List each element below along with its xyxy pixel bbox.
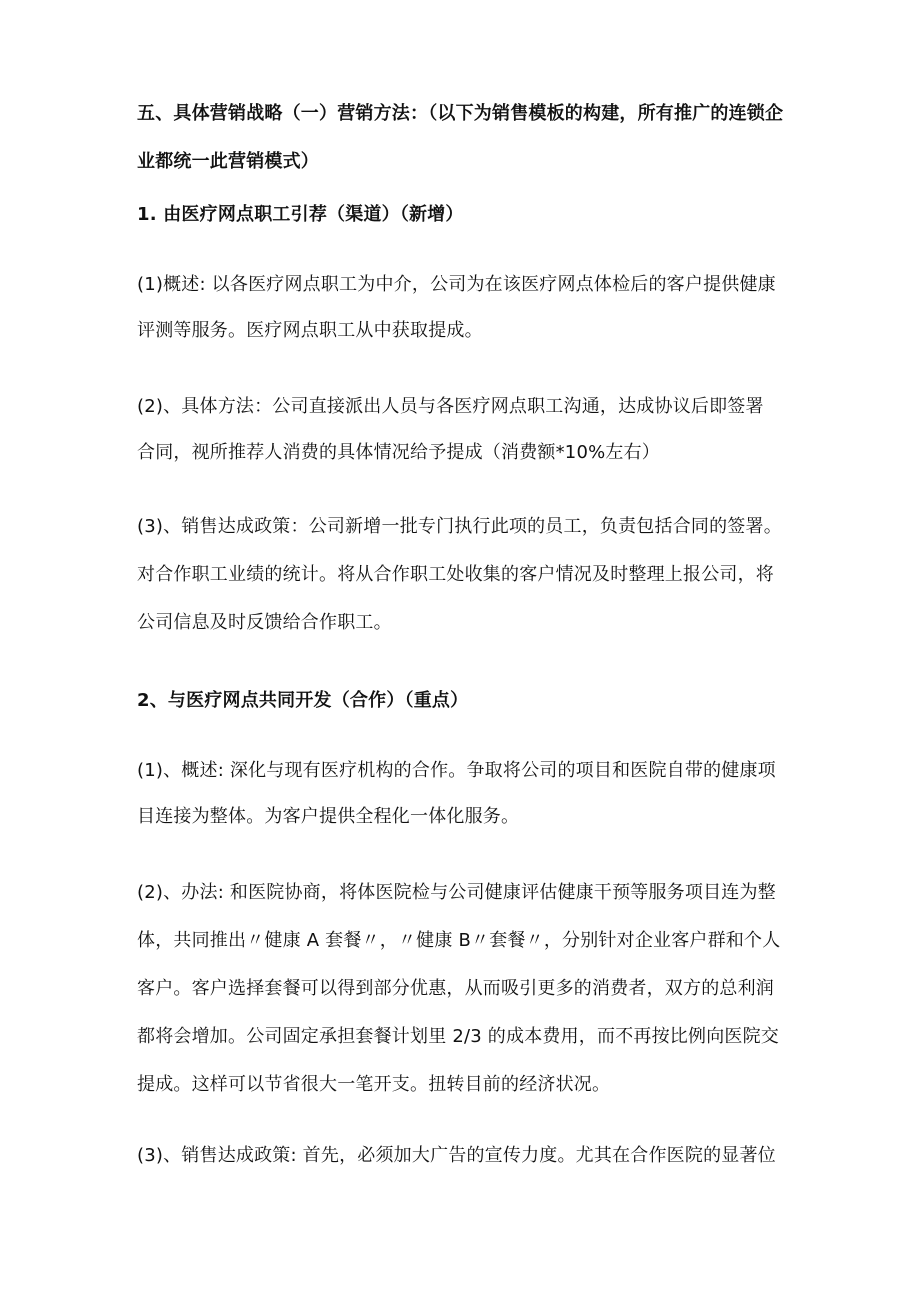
section-1-para-1-line-1: (1)概述: 以各医疗网点职工为中介，公司为在该医疗网点体检后的客户提供健康 — [137, 274, 776, 295]
section-1-para-2-line-1: (2)、具体方法：公司直接派出人员与各医疗网点职工沟通，达成协议后即签署 — [137, 396, 764, 417]
section-2-para-2-line-3: 客户。客户选择套餐可以得到部分优惠，从而吸引更多的消费者，双方的总利润 — [137, 978, 774, 999]
section-1-para-3-line-1: (3)、销售达成政策：公司新增一批专门执行此项的员工，负责包括合同的签署。 — [137, 516, 782, 537]
section-2-title: 2、与医疗网点共同开发（合作）（重点） — [137, 690, 469, 711]
heading-line-1: 五、具体营销战略（一）营销方法：（以下为销售模板的构建，所有推广的连锁企 — [137, 103, 784, 124]
section-1-para-2-line-2: 合同，视所推荐人消费的具体情况给予提成（消费额*10%左右） — [137, 442, 661, 463]
section-2-para-3-line-1: (3)、销售达成政策: 首先，必须加大广告的宣传力度。尤其在合作医院的显著位 — [137, 1145, 776, 1166]
section-2-para-2-line-4: 都将会增加。公司固定承担套餐计划里 2/3 的成本费用，而不再按比例向医院交 — [137, 1026, 780, 1047]
section-1-para-3-line-3: 公司信息及时反馈给合作职工。 — [137, 612, 392, 633]
section-2-para-1-line-1: (1)、概述: 深化与现有医疗机构的合作。争取将公司的项目和医院自带的健康项 — [137, 760, 776, 781]
section-2-para-2-line-2: 体，共同推出〃健康 A 套餐〃，〃健康 B〃套餐〃，分别针对企业客户群和个人 — [137, 930, 781, 951]
section-2-para-2-line-1: (2)、办法: 和医院协商，将体医院检与公司健康评估健康干预等服务项目连为整 — [137, 882, 776, 903]
heading-line-2: 业都统一此营销模式） — [137, 151, 319, 172]
section-1-para-1-line-2: 评测等服务。医疗网点职工从中获取提成。 — [137, 320, 483, 341]
section-2-para-2-line-5: 提成。这样可以节省很大一笔开支。扭转目前的经济状况。 — [137, 1074, 611, 1095]
section-1-title: 1. 由医疗网点职工引荐（渠道）（新增） — [137, 204, 464, 225]
section-2-para-1-line-2: 目连接为整体。为客户提供全程化一体化服务。 — [137, 806, 520, 827]
section-1-para-3-line-2: 对合作职工业绩的统计。将从合作职工处收集的客户情况及时整理上报公司，将 — [137, 564, 774, 585]
